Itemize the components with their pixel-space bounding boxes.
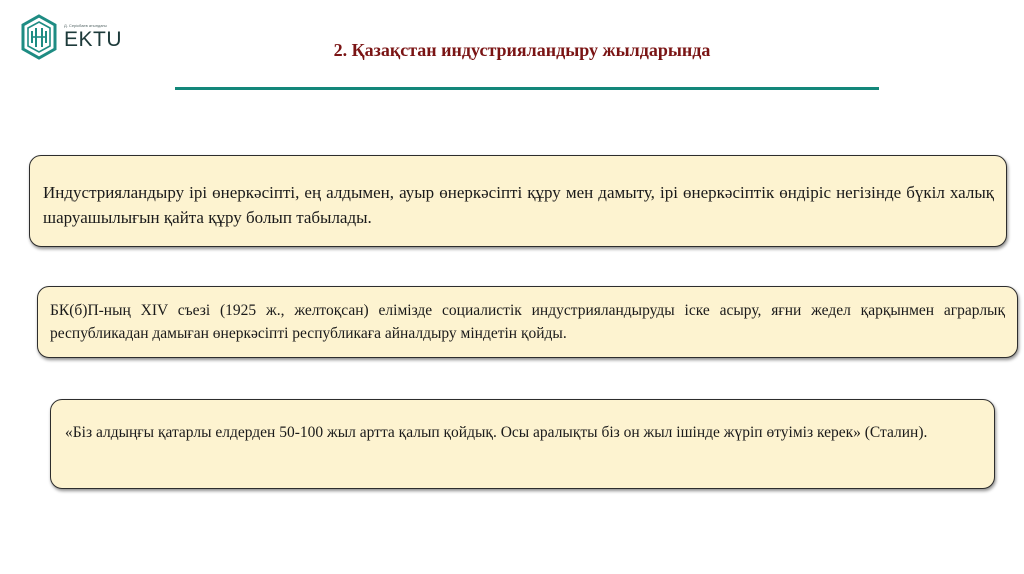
slide-title: 2. Қазақстан индустрияландыру жылдарында xyxy=(333,40,711,60)
text-box-stalin-quote xyxy=(50,399,995,489)
logo-name: EKTU xyxy=(64,28,123,51)
text-box-industrialization-definition xyxy=(29,155,1007,247)
text-box-party-congress xyxy=(37,286,1018,358)
text-box-content: Индустрияландыру ірі өнеркәсіпті, ең алдымен, ауыр өнеркәсіпті құру мен дамыту, ірі өнеркәсіптік өндіріс негізінде бүкіл халық шаруашылығын қайта құру болып табылады. xyxy=(43,183,994,227)
logo-subtitle: Д. Серікбаев атындағы xyxy=(64,23,107,28)
text-box-content: БК(б)П-ның XIV съезі (1925 ж., желтоқсан) елімізде социалистік индустрияландыруды іске асыру, яғни жедел қарқынмен аграрлық республикадан дамыған өнеркәсіпті республикаға айналдыру міндетін қойды. xyxy=(50,302,1005,342)
text-box-content: «Біз алдыңғы қатарлы елдерден 50-100 жыл артта қалып қойдық. Осы аралықты біз он жыл ішінде жүріп өтуіміз керек» (Сталин). xyxy=(65,424,928,441)
title-underline xyxy=(175,87,879,90)
